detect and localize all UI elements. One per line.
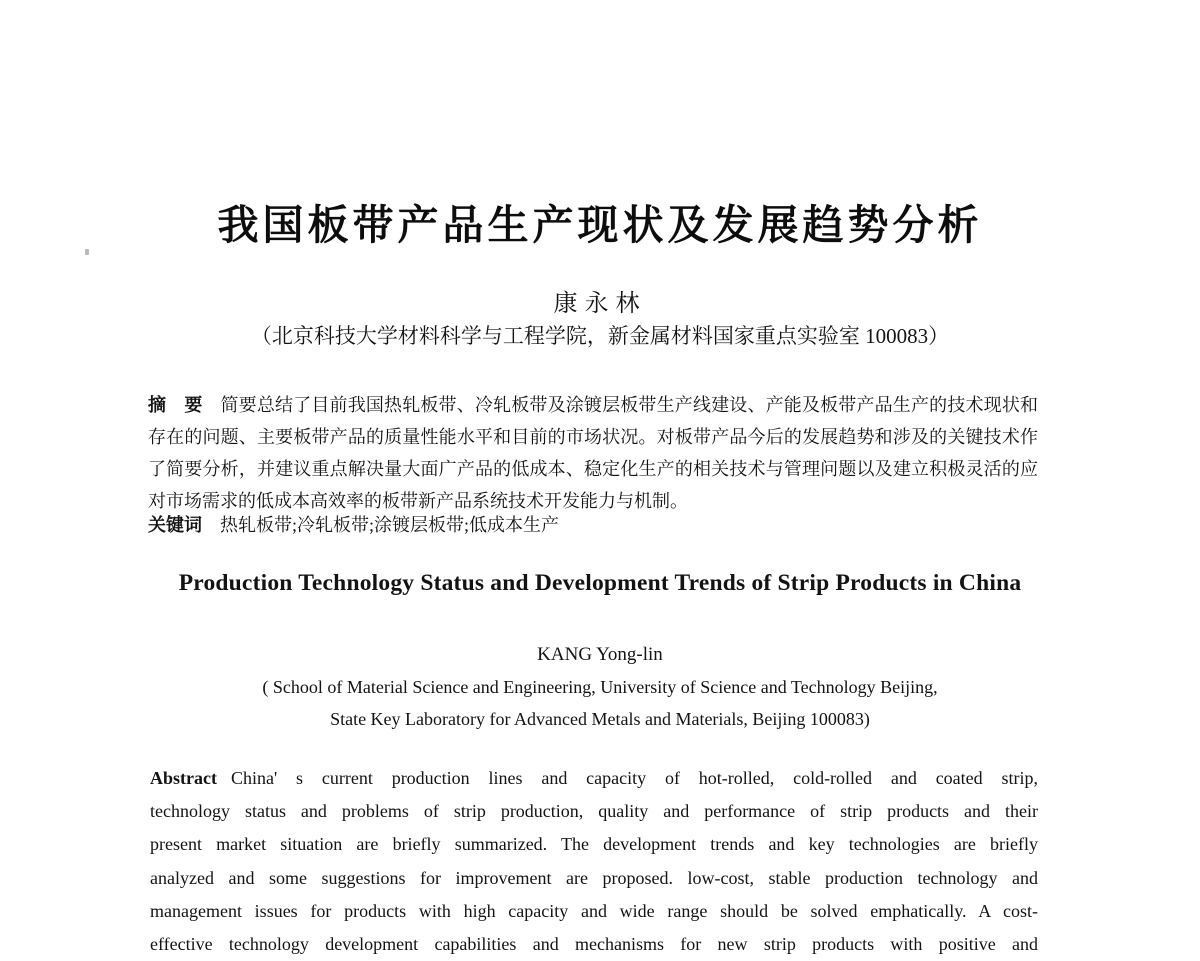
abstract-zh-line-1: [148, 389, 1038, 421]
abstract-en-line-5: management issues for products with high capacity and wide range should be solved emphatically. A cost-: [150, 900, 1038, 921]
abstract-en-line-1: [150, 762, 1038, 795]
abstract-zh-line-2: 存在的问题、主要板带产品的质量性能水平和目前的市场状况。对板带产品今后的发展趋势和涉及的关键技术作: [148, 427, 1038, 447]
abstract-zh-line-3: 了简要分析，并建议重点解决量大面广产品的低成本、稳定化生产的相关技术与管理问题以及建立积极灵活的应: [148, 459, 1038, 479]
abstract-en-line-3: present market situation are briefly summarized. The development trends and key technologies are briefly: [150, 834, 1038, 855]
keywords-zh: [148, 509, 1038, 541]
abstract-en: [150, 762, 1038, 961]
abstract-en-line-4: analyzed and some suggestions for improvement are proposed. low-cost, stable production technology and: [150, 867, 1038, 888]
abstract-zh-line-4: 对市场需求的低成本高效率的板带新产品系统技术开发能力与机制。: [148, 491, 688, 511]
paper-title-en: Production Technology Status and Development Trends of Strip Products in China: [178, 570, 1022, 596]
abstract-zh-label: 摘 要: [148, 395, 203, 415]
affiliation-en-line-1: ( School of Material Science and Engineering, University of Science and Technology Beijing,: [262, 677, 938, 697]
abstract-en-text-1: China' s current production lines and capacity of hot-rolled, cold-rolled and coated strip,: [230, 768, 1038, 788]
abstract-en-line-2: technology status and problems of strip production, quality and performance of strip products and their: [150, 801, 1038, 822]
author-name-en: KANG Yong-lin: [537, 644, 663, 665]
abstract-en-line-6: effective technology development capabilities and mechanisms for new strip products with positive and: [150, 934, 1038, 955]
affiliation-en-line-2: State Key Laboratory for Advanced Metals and Materials, Beijing 100083): [330, 709, 870, 729]
keywords-zh-label: 关键词: [148, 515, 202, 535]
author-name-zh: 康永林: [553, 291, 647, 317]
abstract-zh-text-1: 简要总结了目前我国热轧板带、冷轧板带及涂镀层板带生产线建设、产能及板带产品生产的技术现状和: [220, 395, 1039, 415]
keywords-zh-text: 热轧板带;冷轧板带;涂镀层板带;低成本生产: [220, 515, 560, 535]
paper-title-zh: 我国板带产品生产现状及发展趋势分析: [217, 202, 983, 248]
abstract-zh: [148, 389, 1038, 517]
abstract-en-label: Abstract: [150, 768, 217, 788]
affiliation-zh: （北京科技大学材料科学与工程学院，新金属材料国家重点实验室 100083）: [250, 324, 950, 348]
